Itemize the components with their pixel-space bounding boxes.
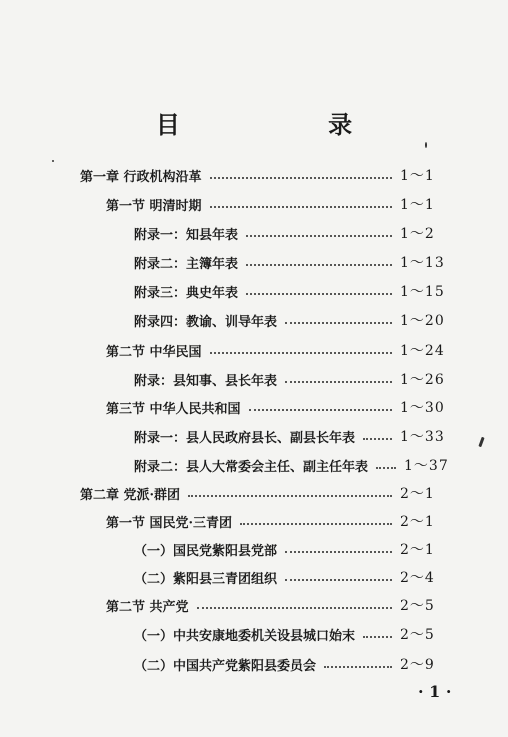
toc-entry-label: （一）中共安康地委机关设县城口始末 [134,628,356,644]
toc-entry-page: 1～33 [400,429,445,445]
toc-entry-page: 1～1 [400,197,435,213]
toc-entry-page: 2～1 [400,542,435,558]
leader-dots [210,204,392,208]
toc-entry[interactable] [80,164,460,186]
toc-entry-page: 2～1 [400,486,435,502]
toc-entry-page: 2～5 [400,627,435,643]
toc-entry-page: 2～5 [400,598,435,614]
leader-dots [240,521,392,525]
toc-entry-label: 第三节 中华人民共和国 [106,401,241,417]
page-title: 目 录 [155,110,423,139]
leader-dots [210,175,392,179]
page-number: · 1 · [418,682,452,701]
leader-dots [285,320,392,324]
scan-speck [425,142,427,148]
toc-entry-label: （一）国民党紫阳县党部 [134,543,278,559]
toc-entry-label: 附录二：主簿年表 [134,256,239,272]
leader-dots [363,436,392,440]
scan-speck [478,437,484,447]
toc-entry-page: 1～2 [400,226,435,242]
toc-entry[interactable] [134,222,460,244]
toc-entry-label: 第二节 共产党 [106,599,189,615]
toc-entry-label: 第二节 中华民国 [106,344,202,360]
toc-entry[interactable] [134,368,460,390]
toc-entry[interactable] [134,566,460,588]
scan-speck [52,160,54,162]
toc-entry[interactable] [106,510,460,532]
toc-entry[interactable] [80,482,460,504]
toc-entry[interactable] [134,454,460,476]
toc-entry[interactable] [134,425,460,447]
leader-dots [376,465,396,469]
toc-entry-label: 附录三：典史年表 [134,285,239,301]
toc-entry-page: 2～9 [400,657,435,673]
toc-entry[interactable] [106,339,460,361]
toc-entry[interactable] [134,653,460,675]
toc-entry[interactable] [134,623,460,645]
leader-dots [363,634,392,638]
leader-dots [249,407,392,411]
toc-entry-label: 第一节 国民党·三青团 [106,515,233,531]
toc-entry-page: 1～37 [404,458,449,474]
toc-entry-page: 1～15 [400,284,445,300]
leader-dots [285,549,392,553]
toc-entry-label: 第一节 明清时期 [106,198,202,214]
toc-entry[interactable] [134,538,460,560]
leader-dots [285,577,392,581]
toc-entry[interactable] [134,309,460,331]
leader-dots [285,379,392,383]
toc-entry-page: 1～13 [400,255,445,271]
toc-entry[interactable] [106,594,460,616]
leader-dots [197,605,392,609]
toc-entry-page: 1～26 [400,372,445,388]
leader-dots [246,233,392,237]
toc-entry-label: 第二章 党派·群团 [80,487,181,503]
toc-entry-page: 2～4 [400,570,435,586]
leader-dots [210,350,392,354]
leader-dots [246,262,392,266]
toc-entry-page: 2～1 [400,514,435,530]
toc-entry-label: （二）紫阳县三青团组织 [134,571,278,587]
leader-dots [246,291,392,295]
toc-entry-label: 第一章 行政机构沿革 [80,169,202,185]
leader-dots [324,664,392,668]
toc-entry-page: 1～1 [400,168,435,184]
toc-entry-label: 附录一：知县年表 [134,227,239,243]
toc-entry-page: 1～24 [400,343,445,359]
toc-entry-label: 附录四：教谕、训导年表 [134,314,278,330]
toc-entry-label: （二）中国共产党紫阳县委员会 [134,658,317,674]
toc-entry[interactable] [134,280,460,302]
toc-entry[interactable] [134,251,460,273]
toc-entry-page: 1～20 [400,313,445,329]
toc-entry-page: 1～30 [400,400,445,416]
toc-entry[interactable] [106,396,460,418]
toc-entry-label: 附录：县知事、县长年表 [134,373,278,389]
toc-entry-label: 附录二：县人大常委会主任、副主任年表 [134,459,369,475]
toc-entry[interactable] [106,193,460,215]
toc-entry-label: 附录一：县人民政府县长、副县长年表 [134,430,356,446]
leader-dots [188,493,392,497]
